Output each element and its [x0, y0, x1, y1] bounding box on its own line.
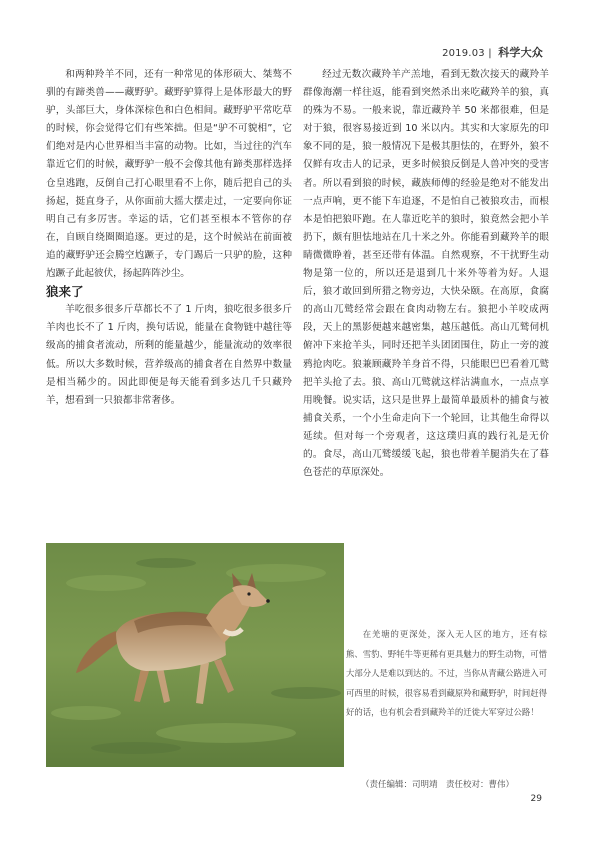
wolf-on-grassland-illustration: [46, 543, 344, 767]
article-paragraph: 经过无数次藏羚羊产羔地，看到无数次接天的藏羚羊群像海潮一样往返，能看到突然杀出来吃藏羚羊的狼，真的殊为不易。一般来说，靠近藏羚羊 50 米都很难，但是对于狼，很容易接近到 10 米以内。其实和大家原先的印象不同的是，狼一般情况下是极其胆怯的，在野外，狼不仅鲜有攻击人的记录，更多时候狼反倒是人兽冲突的受害者。所以看到狼的时候，藏族师傅的经验是绝对不能发出一点声响，更不能下车追逐，不是怕自己被狼攻击，而根本是怕把狼吓跑。在人靠近吃羊的狼时，狼竟然会把小羊扔下，颇有胆怯地站在几十米之外。你能看到藏羚羊的眼睛微微睁着，甚至还带有体温。自然观察，不干扰野生动物是第一位的，所以还是退到几十米外等着为好。人退后，狼才敢回到所猎之物旁边，大快朵颐。在高原，食腐的高山兀鹫经常会跟在食肉动物左右。狼把小羊咬成两段，天上的黑影便越来越密集，越压越低。高山兀鹫伺机俯冲下来抢羊头，同时还把羊头团团围住，防止一旁的渡鸦抢肉吃。狼兼顾藏羚羊身首不得，只能眼巴巴看着兀鹫把羊头抢了去。狼、高山兀鹫就这样沾满血水，一点点享用晚餐。说实话，这只是世界上最简单最质朴的捕食与被捕食关系，一个小生命走向下一个轮回，让其他生命得以延续。但对每一个旁观者，这这璞归真的践行礼是无价的。食尽，高山兀鹫缓缓飞起，狼也带着羊腿消失在了暮色苍茫的草原深处。: [303, 69, 549, 479]
afterword-text: 在羌塘的更深处，深入无人区的地方，还有棕熊、雪豹、野牦牛等更稀有更具魅力的野生动物，可惜大部分人是难以到达的。不过，当你从青藏公路进入可可西里的时候，很容易看到藏原羚和藏野驴，时间赶得好的话，也有机会看到藏羚羊的迁徙大军穿过公路！: [346, 629, 547, 718]
section-heading: 狼来了: [46, 284, 84, 300]
left-column: [46, 66, 292, 410]
magazine-logo: 科学大众: [498, 46, 543, 59]
editor-credit: （责任编辑：司明靖 责任校对：曹伟）: [361, 780, 515, 790]
issue-number: 2019.03: [442, 48, 485, 59]
page-header: [442, 44, 543, 60]
afterword-note: [346, 625, 547, 723]
article-paragraph: 羊吃很多很多斤草都长不了 1 斤肉，狼吃很多很多斤羊肉也长不了 1 斤肉，换句话说，能量在食物链中越往等级高的捕食者流动，所剩的能量越少，能量流动的效率很低。所以大多数时候，营养级高的捕食者在自然界中数量是相当稀少的。因此即便是每天能看到多达几千只藏羚羊，想看到一只狼都非常奢侈。: [46, 304, 292, 406]
right-column: [303, 66, 549, 482]
wolf-photo: [46, 543, 344, 767]
page-number: 29: [530, 794, 542, 804]
header-separator: |: [488, 48, 492, 59]
article-paragraph: 和两种羚羊不同，还有一种常见的体形硕大、桀骜不驯的有蹄类兽——藏野驴。藏野驴算得上是体形最大的野驴，头部巨大，身体深棕色和白色相间。藏野驴平常吃草的时候，你会觉得它们有些笨拙。但是“驴不可貌相”，它们绝对是内心世界相当丰富的动物。比如，当过往的汽车靠近它们的时候，藏野驴一般不会像其他有蹄类那样选择仓皇逃跑，反倒自己打心眼里看不上你，随后把自己的头扬起，挺直身子，从你面前大摇大摆走过，一定要向你证明自己有多厉害。幸运的话，它们甚至根本不管你的存在，自顾自绕圈圈追逐。更过的是，这个时候站在前面被追的藏野驴还会腾空尥蹶子，专门踢后一只驴的脸，这种尥蹶子此起彼伏，扬起阵阵沙尘。: [46, 69, 292, 280]
